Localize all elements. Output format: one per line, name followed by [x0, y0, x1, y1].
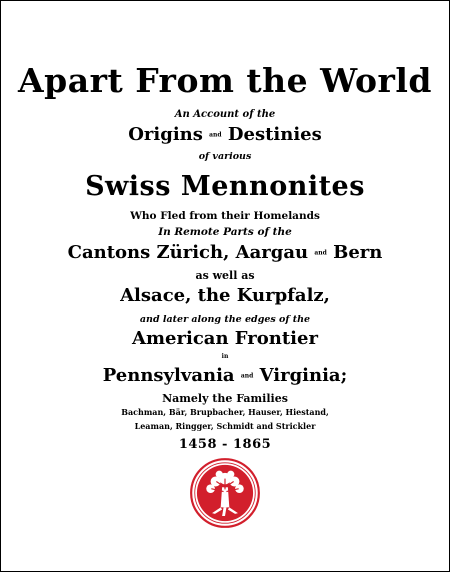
bern-word: Bern: [333, 242, 383, 263]
swiss-mennonites-heading: Swiss Mennonites: [85, 171, 365, 202]
subtitle-line-as-well: as well as: [195, 269, 255, 282]
cantons-text: Cantons Zürich, Aargau: [67, 242, 309, 263]
pennsylvania-word: Pennsylvania: [102, 365, 235, 386]
subtitle-line-alsace: Alsace, the Kurpfalz,: [120, 285, 330, 306]
year-range: 1458 - 1865: [178, 437, 272, 452]
subtitle-line-namely: Namely the Families: [162, 392, 288, 405]
subtitle-line-who-fled: Who Fled from their Homelands: [130, 210, 320, 222]
subtitle-line-origins: [1, 124, 449, 145]
subtitle-line-pennsylvania: [1, 365, 449, 386]
tree-seal-icon: [189, 457, 261, 529]
origins-word: Origins: [128, 124, 203, 145]
subtitle-line-various: of various: [198, 151, 252, 162]
and-connector: and: [314, 249, 327, 257]
subtitle-line-american-frontier: American Frontier: [132, 328, 318, 349]
subtitle-line-in: in: [221, 353, 229, 360]
subtitle-line-account: An Account of the: [174, 109, 276, 120]
subtitle-line-remote: In Remote Parts of the: [158, 226, 292, 238]
book-title: Apart From the World: [18, 61, 432, 100]
family-names-line-1: Bachman, Bär, Brupbacher, Hauser, Hiestand,: [121, 407, 329, 417]
subtitle-line-later: and later along the edges of the: [139, 314, 311, 325]
destinies-word: Destinies: [227, 124, 322, 145]
and-connector: and: [240, 372, 254, 380]
virginia-word: Virginia;: [259, 365, 348, 386]
and-connector: and: [209, 131, 222, 139]
family-names-line-2: Leaman, Ringger, Schmidt and Strickler: [134, 421, 316, 431]
subtitle-line-cantons: [1, 242, 449, 263]
